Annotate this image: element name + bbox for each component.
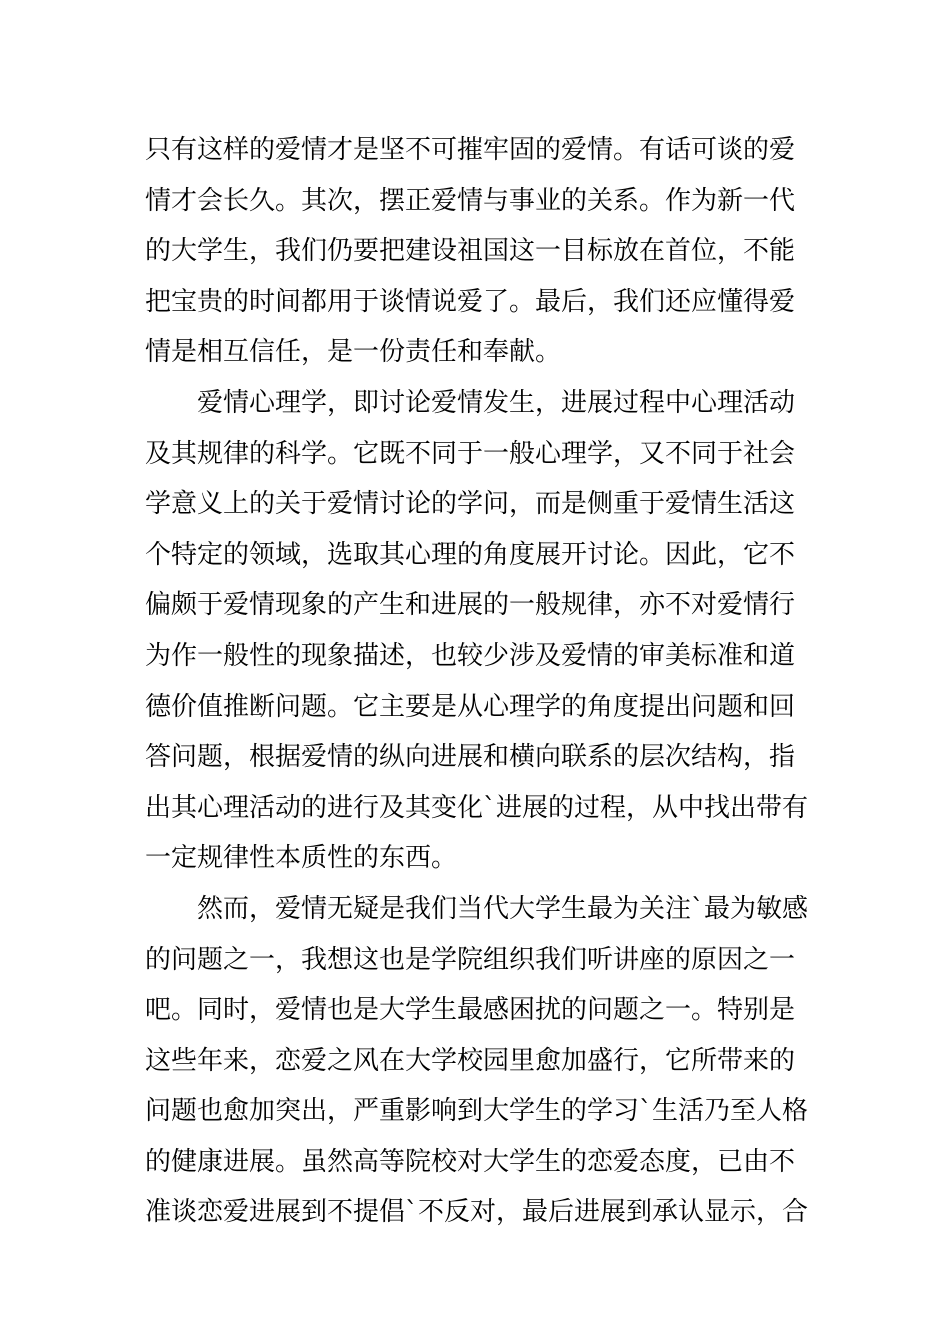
text-line-3: 的大学生，我们仍要把建设祖国这一目标放在首位，不能 [145, 236, 796, 267]
text-line-4: 把宝贵的时间都用于谈情说爱了。最后，我们还应懂得爱 [145, 286, 796, 317]
text-line-16: 然而，爱情无疑是我们当代大学生最为关注`最为敏感 [197, 893, 809, 924]
text-line-21: 的健康进展。虽然高等院校对大学生的恋爱态度，已由不 [145, 1146, 796, 1177]
text-line-17: 的问题之一，我想这也是学院组织我们听讲座的原因之一 [145, 944, 796, 975]
text-line-10: 偏颇于爱情现象的产生和进展的一般规律，亦不对爱情行 [145, 590, 796, 621]
text-line-18: 吧。同时，爱情也是大学生最感困扰的问题之一。特别是 [145, 995, 796, 1026]
text-line-8: 学意义上的关于爱情讨论的学问，而是侧重于爱情生活这 [145, 489, 796, 520]
text-line-14: 出其心理活动的进行及其变化`进展的过程，从中找出带有 [145, 792, 809, 823]
text-line-12: 德价值推断问题。它主要是从心理学的角度提出问题和回 [145, 691, 796, 722]
text-line-19: 这些年来，恋爱之风在大学校园里愈加盛行，它所带来的 [145, 1045, 796, 1076]
text-line-1: 只有这样的爱情才是坚不可摧牢固的爱情。有话可谈的爱 [145, 135, 796, 165]
text-line-13: 答问题，根据爱情的纵向进展和横向联系的层次结构，指 [145, 742, 796, 773]
text-line-20: 问题也愈加突出，严重影响到大学生的学习`生活乃至人格 [145, 1096, 809, 1127]
text-line-5: 情是相互信任，是一份责任和奉献。 [145, 337, 562, 368]
text-line-22: 准谈恋爱进展到不提倡`不反对，最后进展到承认显示，合 [145, 1197, 809, 1228]
body-text [145, 125, 815, 1238]
text-line-15: 一定规律性本质性的东西。 [145, 843, 458, 874]
text-line-6: 爱情心理学，即讨论爱情发生，进展过程中心理活动 [197, 387, 796, 418]
text-line-11: 为作一般性的现象描述，也较少涉及爱情的审美标准和道 [145, 640, 796, 671]
text-line-2: 情才会长久。其次，摆正爱情与事业的关系。作为新一代 [145, 185, 796, 216]
text-line-9: 个特定的领域，选取其心理的角度展开讨论。因此，它不 [145, 539, 796, 570]
text-line-7: 及其规律的科学。它既不同于一般心理学，又不同于社会 [145, 438, 796, 469]
